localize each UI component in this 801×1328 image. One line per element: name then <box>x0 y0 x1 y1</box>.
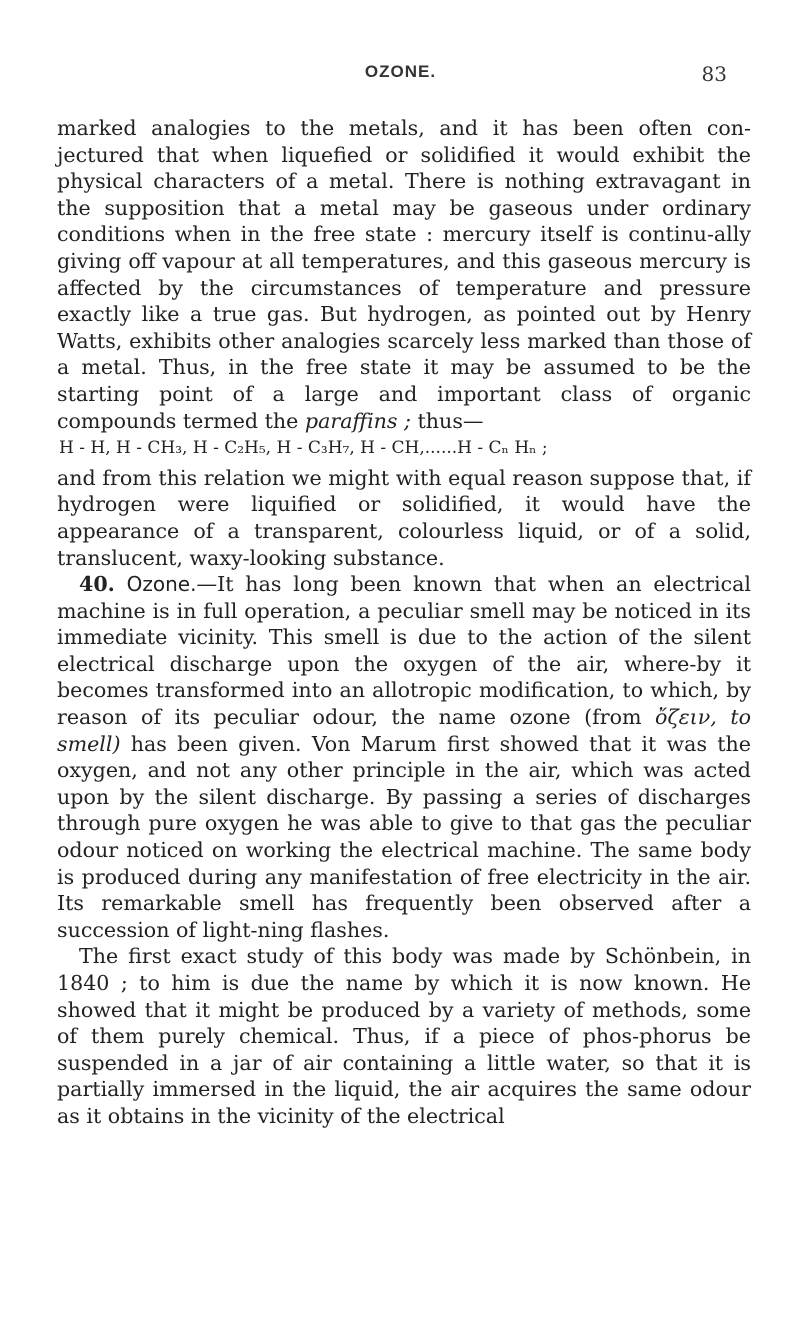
running-title: OZONE. <box>364 62 437 81</box>
page-number: 83 <box>701 62 727 86</box>
section-title: Ozone. <box>126 572 197 597</box>
paragraph-continued <box>57 115 751 434</box>
paragraph-text: marked analogies to the metals, and it has been often con-jectured that when liquefied or solidified it would exhibit the physical characters of a metal. There is nothing extravagant in the supposition that a metal may be gaseous under ordinary conditions when in the free state : mercury itself is continu-ally giving off vapour at all temperatures, and this gaseous mercury is affected by the circumstances of temperature and pressure exactly like a true gas. But hydrogen, as pointed out by Henry Watts, exhibits other analogies scarcely less marked than those of a metal. Thus, in the free state it may be assumed to be the starting point of a large and important class of organic compounds termed the <box>57 116 751 433</box>
formula-line: H - H, H - CH₃, H - C₂H₅, H - C₃H₇, H - CH,......H - Cₙ Hₙ ; <box>59 438 548 459</box>
paragraph-text-continued: has been given. Von Marum first showed that it was the oxygen, and not any other principle in the air, which was acted upon by the silent discharge. By passing a series of discharges through pure oxygen he was able to give to that gas the peculiar odour noticed on working the electrical machine. The same body is produced during any manifestation of free electricity in the air. Its remarkable smell has frequently been observed after a succession of light-ning flashes. <box>57 731 751 942</box>
paragraph-text-end: thus— <box>410 408 484 433</box>
section-number: 40. <box>79 572 115 597</box>
paragraph: and from this relation we might with equal reason suppose that, if hydrogen were liquified or solidified, it would have the appearance of a transparent, colourless liquid, or of a solid, translucent, waxy-looking substance. <box>57 465 751 570</box>
greek-etymology: ὄζειν, to smell) <box>57 705 751 756</box>
running-head <box>0 62 801 86</box>
paragraph-text: —It has long been known that when an electrical machine is in full operation, a peculiar smell may be noticed in its immediate vicinity. This smell is due to the action of the silent electrical discharge upon the oxygen of the air, where-by it becomes transformed into an allotropic modification, to which, by reason of its peculiar odour, the name ozone (from <box>57 572 752 730</box>
section-paragraph <box>57 571 751 943</box>
paraffins-term: paraffins ; <box>304 408 411 433</box>
paragraph: The first exact study of this body was made by Schönbein, in 1840 ; to him is due the name by which it is now known. He showed that it might be produced by a variety of methods, some of them purely chemical. Thus, if a piece of phos-phorus be suspended in a jar of air containing a little water, so that it is partially immersed in the liquid, the air acquires the same odour as it obtains in the vicinity of the electrical <box>57 944 751 1128</box>
body-text <box>57 115 751 1130</box>
